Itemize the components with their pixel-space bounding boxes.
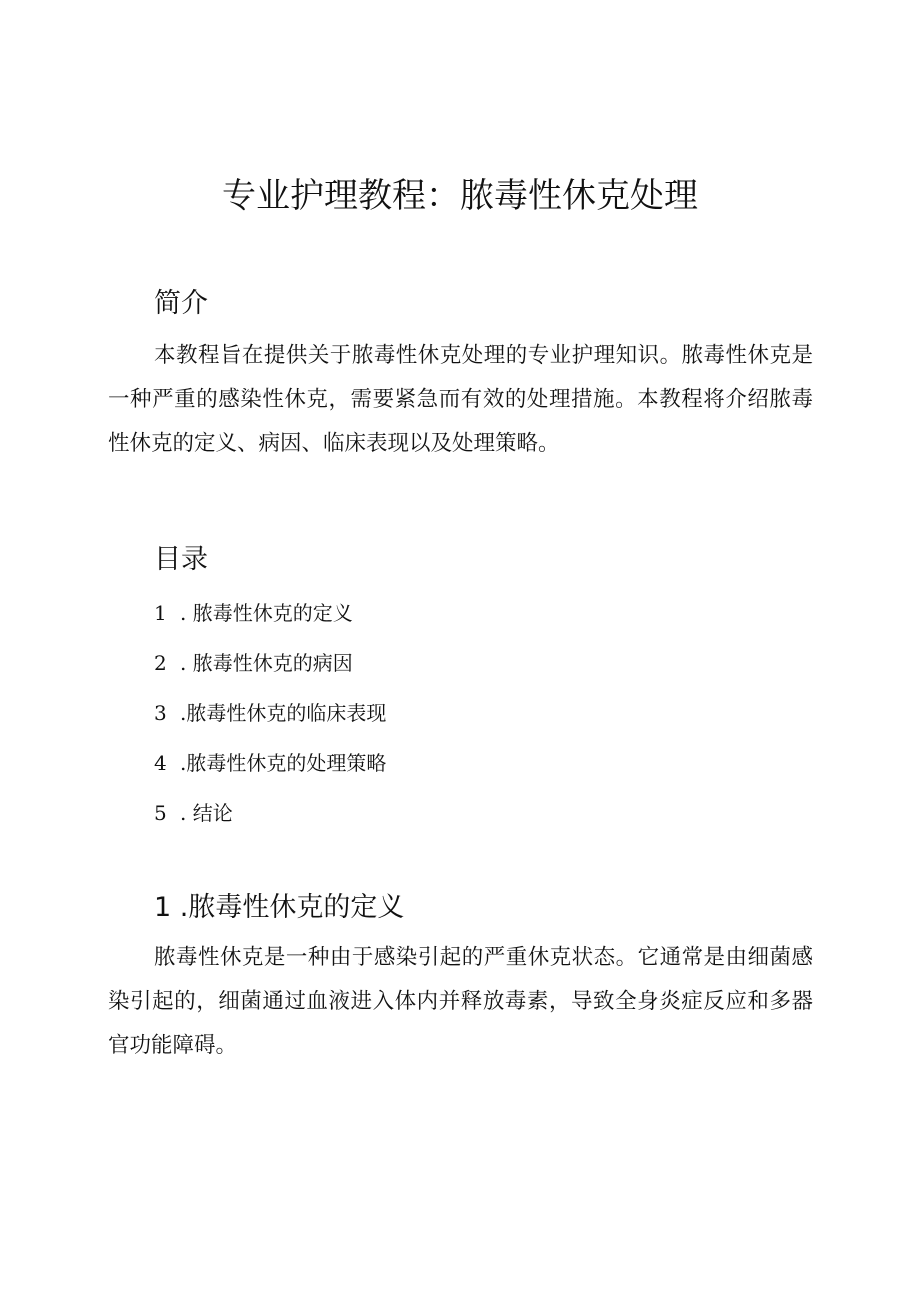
toc-item-label: . 脓毒性休克的病因 [180,651,353,675]
toc-item-label: . 结论 [180,801,233,825]
intro-heading: 简介 [154,288,208,319]
toc-item [154,595,386,645]
toc-item-label: .脓毒性休克的临床表现 [180,701,387,725]
toc-item-number: 5 [154,801,167,825]
toc-item [154,745,386,795]
toc-item [154,695,386,745]
toc-item-number: 3 [154,701,167,725]
toc-item-label: .脓毒性休克的处理策略 [180,751,387,775]
section1-heading: 1 .脓毒性休克的定义 [154,892,405,923]
table-of-contents [154,595,386,845]
toc-item-number: 4 [154,751,167,775]
toc-item-number: 1 [154,601,167,625]
intro-paragraph: 本教程旨在提供关于脓毒性休克处理的专业护理知识。脓毒性休克是一种严重的感染性休克，需要紧急而有效的处理措施。本教程将介绍脓毒性休克的定义、病因、临床表现以及处理策略。 [108,343,813,456]
toc-item [154,795,386,845]
toc-heading: 目录 [154,544,208,575]
toc-item-number: 2 [154,651,167,675]
document-title: 专业护理教程：脓毒性休克处理 [222,176,698,216]
toc-item-label: . 脓毒性休克的定义 [180,601,353,625]
toc-item [154,645,386,695]
section1-paragraph: 脓毒性休克是一种由于感染引起的严重休克状态。它通常是由细菌感染引起的，细菌通过血液进入体内并释放毒素，导致全身炎症反应和多器官功能障碍。 [108,945,813,1058]
